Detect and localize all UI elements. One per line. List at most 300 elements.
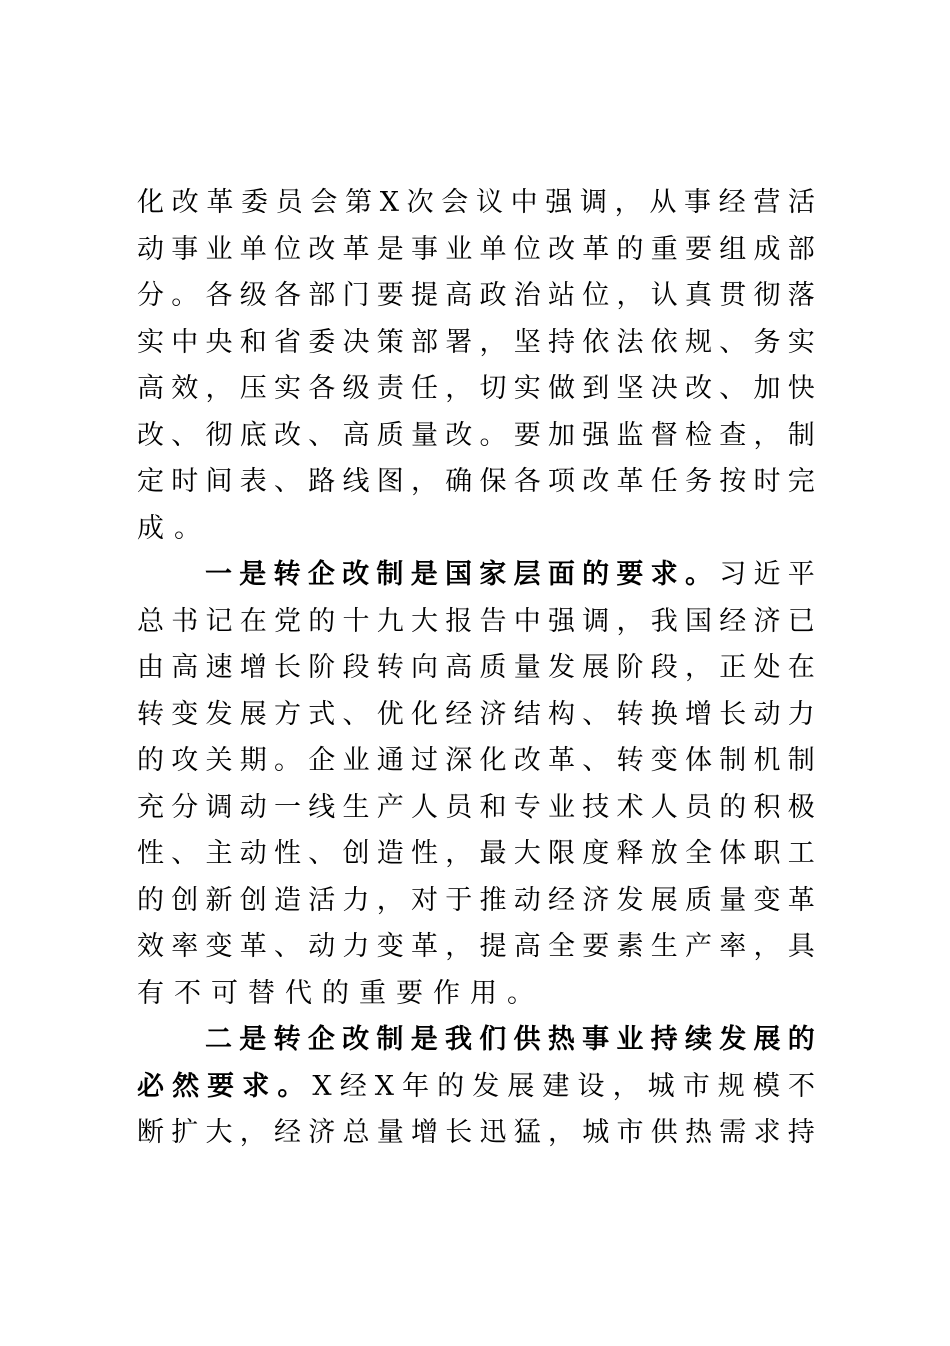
text-glyph: 代	[285, 978, 312, 1009]
text-glyph: 业	[205, 234, 233, 265]
text-glyph: 法	[616, 327, 644, 358]
bold-text-glyph: 的	[787, 1024, 815, 1055]
text-glyph: 段	[342, 652, 370, 683]
text-line	[137, 276, 815, 316]
text-glyph: 署	[445, 327, 473, 358]
text-glyph: 会	[310, 187, 338, 218]
text-glyph: 极	[787, 792, 815, 823]
text-glyph: 动	[308, 931, 336, 962]
text-glyph: ，	[376, 885, 404, 916]
text-glyph: 成	[753, 234, 781, 265]
text-glyph: 革	[616, 466, 644, 497]
text-glyph: 彻	[753, 280, 781, 311]
text-glyph: 主	[205, 838, 233, 869]
text-glyph: 性	[137, 838, 164, 869]
text-glyph: 的	[308, 606, 336, 637]
text-glyph: 重	[650, 234, 678, 265]
text-glyph: 式	[308, 699, 336, 730]
text-glyph: 生	[342, 792, 370, 823]
bold-text-glyph: 是	[410, 559, 438, 590]
text-glyph: 充	[137, 792, 164, 823]
text-glyph: 员	[685, 792, 712, 823]
text-glyph: 次	[406, 187, 434, 218]
text-glyph: 贯	[719, 280, 747, 311]
text-glyph: 率	[171, 931, 199, 962]
text-glyph: 处	[753, 652, 781, 683]
text-glyph: 。	[479, 420, 507, 451]
text-glyph: 作	[433, 978, 460, 1009]
text-glyph: ，	[445, 373, 473, 404]
text-glyph: 关	[205, 745, 233, 776]
bold-text-glyph: 转	[273, 1024, 301, 1055]
text-glyph: 中	[171, 327, 199, 358]
bold-text-glyph: 是	[410, 1024, 438, 1055]
text-glyph: X	[374, 1071, 395, 1102]
text-glyph: 已	[787, 606, 815, 637]
bold-text-glyph: 我	[444, 1024, 472, 1055]
text-glyph: 线	[342, 466, 370, 497]
text-glyph: 的	[719, 792, 747, 823]
text-glyph: 切	[479, 373, 507, 404]
text-glyph: 革	[548, 745, 575, 776]
text-glyph: 成	[137, 513, 164, 544]
text-glyph: 期	[239, 745, 267, 776]
bold-text-glyph: 制	[376, 1024, 404, 1055]
text-glyph: 确	[445, 466, 473, 497]
text-glyph: ，	[239, 1117, 267, 1148]
text-glyph: X	[312, 1071, 332, 1102]
text-glyph: 位	[582, 280, 610, 311]
text-glyph: 实	[513, 373, 541, 404]
text-glyph: 活	[308, 885, 336, 916]
text-glyph: 市	[616, 1117, 644, 1148]
text-glyph: 要	[582, 931, 610, 962]
text-glyph: 革	[582, 234, 610, 265]
text-glyph: 化	[479, 745, 507, 776]
text-line	[137, 695, 815, 735]
text-glyph: 攻	[171, 745, 199, 776]
text-glyph: 监	[616, 420, 644, 451]
text-glyph: 认	[650, 280, 678, 311]
text-glyph: 落	[787, 280, 815, 311]
text-glyph: 质	[376, 420, 404, 451]
text-glyph: 会	[441, 187, 469, 218]
bold-text-glyph: 家	[479, 559, 507, 590]
text-glyph: 深	[445, 745, 473, 776]
text-glyph: 务	[685, 466, 712, 497]
text-glyph: 九	[376, 606, 404, 637]
text-glyph: 改	[513, 745, 541, 776]
text-glyph: 、	[308, 838, 336, 869]
text-glyph: 转	[616, 745, 644, 776]
text-glyph: 段	[650, 652, 678, 683]
text-glyph: 力	[342, 931, 370, 962]
text-glyph: 造	[376, 838, 404, 869]
bold-text-glyph: 的	[582, 559, 610, 590]
text-glyph: 断	[137, 1117, 164, 1148]
bold-text-glyph: 续	[684, 1024, 712, 1055]
text-glyph: 替	[248, 978, 275, 1009]
text-line	[137, 741, 815, 781]
text-glyph: 动	[137, 234, 164, 265]
text-glyph: 一	[274, 792, 301, 823]
text-glyph: 变	[376, 931, 404, 962]
text-line	[137, 230, 815, 270]
text-glyph: 需	[719, 1117, 747, 1148]
text-glyph: 量	[719, 885, 747, 916]
text-glyph: 、	[719, 327, 747, 358]
text-glyph: 大	[513, 838, 541, 869]
text-glyph: 路	[308, 466, 336, 497]
text-glyph: 力	[787, 699, 815, 730]
text-glyph: 决	[650, 373, 678, 404]
text-glyph: 由	[137, 652, 164, 683]
text-glyph: 市	[682, 1071, 710, 1102]
text-glyph: 增	[239, 652, 267, 683]
text-glyph: 发	[205, 699, 233, 730]
text-line	[137, 369, 815, 409]
text-glyph: 项	[548, 466, 575, 497]
text-glyph: 济	[582, 885, 610, 916]
text-glyph: 限	[548, 838, 575, 869]
text-glyph: 级	[342, 373, 370, 404]
text-glyph: 用	[470, 978, 497, 1009]
text-glyph: 第	[345, 187, 373, 218]
text-glyph: ，	[685, 652, 712, 683]
bold-text-glyph: 热	[547, 1024, 575, 1055]
text-glyph: 分	[171, 792, 199, 823]
text-glyph: ，	[616, 606, 644, 637]
text-glyph: 量	[376, 1117, 404, 1148]
text-glyph: 长	[719, 699, 747, 730]
text-glyph: 制	[787, 745, 815, 776]
bold-text-glyph: 是	[239, 559, 267, 590]
text-glyph: 党	[274, 606, 301, 637]
text-glyph: 正	[719, 652, 747, 683]
text-glyph: 经	[718, 187, 746, 218]
text-glyph: 猛	[513, 1117, 541, 1148]
text-glyph: 事	[411, 234, 438, 265]
text-glyph: 查	[719, 420, 747, 451]
text-glyph: 释	[616, 838, 644, 869]
text-glyph: 委	[241, 187, 269, 218]
text-glyph: 持	[787, 1117, 815, 1148]
text-glyph: 坚	[513, 327, 541, 358]
text-glyph: 通	[376, 745, 404, 776]
text-line	[137, 1113, 815, 1153]
text-glyph: 部	[787, 234, 815, 265]
text-glyph: 设	[577, 1071, 605, 1102]
text-glyph: 员	[275, 187, 303, 218]
bold-text-glyph: 要	[616, 559, 644, 590]
text-glyph: 到	[582, 373, 610, 404]
text-glyph: 化	[411, 699, 438, 730]
text-glyph: 创	[342, 838, 370, 869]
text-glyph: 革	[787, 885, 815, 916]
text-glyph: 构	[548, 699, 575, 730]
text-line	[137, 927, 815, 967]
text-glyph: 定	[137, 466, 164, 497]
text-glyph: 率	[719, 931, 747, 962]
text-glyph: 制	[787, 420, 815, 451]
text-glyph: 结	[513, 699, 541, 730]
text-glyph: 是	[376, 234, 404, 265]
text-glyph: 位	[274, 234, 301, 265]
text-glyph: 的	[137, 745, 164, 776]
text-glyph: 不	[174, 978, 201, 1009]
text-glyph: 调	[205, 792, 233, 823]
text-glyph: 革	[206, 187, 234, 218]
text-glyph: 完	[787, 466, 815, 497]
text-glyph: 在	[787, 652, 815, 683]
text-glyph: 体	[719, 838, 747, 869]
text-glyph: 线	[308, 792, 336, 823]
text-glyph: 最	[479, 838, 507, 869]
bold-text-glyph: 二	[205, 1024, 232, 1055]
text-glyph: 、	[582, 699, 610, 730]
text-glyph: 国	[685, 606, 712, 637]
text-glyph: 迅	[479, 1117, 507, 1148]
text-glyph: 效	[171, 373, 199, 404]
text-glyph: 积	[753, 792, 781, 823]
bold-text-glyph: 企	[307, 559, 335, 590]
bold-text-glyph: 求	[242, 1071, 270, 1102]
text-glyph: 保	[479, 466, 507, 497]
text-glyph: 高	[137, 373, 164, 404]
text-glyph: 创	[171, 885, 199, 916]
text-glyph: 从	[649, 187, 677, 218]
text-glyph: 总	[342, 1117, 370, 1148]
text-glyph: 方	[274, 699, 301, 730]
text-glyph: 活	[788, 187, 815, 218]
text-glyph: 质	[685, 885, 712, 916]
text-glyph: 改	[274, 420, 301, 451]
text-glyph: 城	[582, 1117, 610, 1148]
text-glyph: 改	[445, 420, 473, 451]
text-glyph: 改	[582, 466, 610, 497]
text-line	[137, 323, 815, 363]
text-glyph: 济	[479, 699, 507, 730]
text-glyph: 分	[137, 280, 164, 311]
text-glyph: 热	[685, 1117, 712, 1148]
text-glyph: 发	[548, 652, 575, 683]
text-glyph: 、	[582, 745, 610, 776]
text-glyph: 全	[548, 931, 575, 962]
text-glyph: 强	[548, 606, 575, 637]
text-glyph: 推	[479, 885, 507, 916]
text-glyph: 政	[479, 280, 507, 311]
text-glyph: 转	[137, 699, 164, 730]
bold-text-glyph: 们	[479, 1024, 507, 1055]
text-glyph: 的	[322, 978, 349, 1009]
text-glyph: 治	[513, 280, 541, 311]
text-glyph: 各	[308, 373, 336, 404]
text-line	[137, 462, 815, 502]
text-glyph: 底	[239, 420, 267, 451]
text-glyph: 平	[787, 559, 815, 590]
bold-text-glyph: 供	[513, 1024, 541, 1055]
text-glyph: 位	[513, 234, 541, 265]
text-glyph: 近	[753, 559, 781, 590]
text-glyph: 门	[342, 280, 370, 311]
text-glyph: 委	[308, 327, 336, 358]
text-glyph: 于	[445, 885, 473, 916]
text-line	[205, 1020, 815, 1060]
text-line	[137, 834, 815, 874]
text-glyph: 十	[342, 606, 370, 637]
text-glyph: 我	[650, 606, 678, 637]
text-glyph: 和	[479, 792, 507, 823]
text-glyph: 制	[719, 745, 747, 776]
text-glyph: 。	[171, 280, 199, 311]
text-glyph: 提	[411, 280, 438, 311]
text-glyph: 大	[205, 1117, 233, 1148]
bold-text-glyph: 业	[616, 1024, 644, 1055]
text-glyph: 的	[616, 234, 644, 265]
text-glyph: ，	[479, 327, 507, 358]
text-glyph: 中	[510, 187, 538, 218]
bold-text-glyph: 求	[650, 559, 678, 590]
text-glyph: 各	[274, 280, 301, 311]
text-glyph: 变	[753, 885, 781, 916]
text-glyph: 技	[582, 792, 610, 823]
text-glyph: 经	[719, 606, 747, 637]
text-glyph: 书	[171, 606, 199, 637]
text-glyph: 员	[445, 792, 473, 823]
text-glyph: 产	[376, 792, 404, 823]
text-glyph: 重	[359, 978, 386, 1009]
text-glyph: 决	[342, 327, 370, 358]
text-glyph: 对	[411, 885, 438, 916]
text-line	[137, 602, 815, 642]
text-glyph: 真	[685, 280, 712, 311]
text-glyph: 强	[545, 187, 573, 218]
text-glyph: ，	[445, 931, 473, 962]
text-glyph: 的	[437, 1071, 465, 1102]
text-glyph: 。	[274, 745, 301, 776]
text-glyph: 展	[507, 1071, 535, 1102]
bold-text-glyph: 层	[513, 559, 541, 590]
text-glyph: 素	[616, 931, 644, 962]
text-glyph: 省	[274, 327, 301, 358]
text-glyph: 要	[685, 234, 712, 265]
text-glyph: 速	[205, 652, 233, 683]
text-glyph: 实	[274, 373, 301, 404]
text-glyph: 生	[650, 931, 678, 962]
text-glyph: 各	[205, 280, 233, 311]
text-glyph: ，	[753, 420, 781, 451]
bold-text-glyph: 制	[376, 559, 404, 590]
text-glyph: ，	[612, 1071, 640, 1102]
bold-text-glyph: 事	[582, 1024, 610, 1055]
text-glyph: 转	[376, 652, 404, 683]
bold-text-glyph: 一	[205, 559, 232, 590]
text-glyph: 创	[239, 885, 267, 916]
text-glyph: 督	[650, 420, 678, 451]
text-glyph: 、	[342, 699, 370, 730]
text-glyph: ，	[411, 466, 438, 497]
bold-text-glyph: 持	[650, 1024, 678, 1055]
text-glyph: 检	[685, 420, 712, 451]
text-glyph: 发	[616, 885, 644, 916]
text-line	[137, 183, 815, 223]
text-glyph: ，	[445, 838, 473, 869]
text-glyph: 具	[787, 931, 815, 962]
text-glyph: 营	[753, 187, 781, 218]
text-line	[137, 1067, 815, 1107]
text-glyph: 央	[205, 327, 233, 358]
text-glyph: 事	[683, 187, 711, 218]
text-glyph: 任	[411, 373, 438, 404]
text-glyph: 时	[753, 466, 781, 497]
bold-text-glyph: 国	[444, 559, 472, 590]
text-glyph: 扩	[171, 1117, 199, 1148]
text-glyph: X	[379, 187, 399, 218]
text-glyph: 务	[753, 327, 781, 358]
text-glyph: 中	[513, 606, 541, 637]
text-glyph: 总	[137, 606, 164, 637]
text-line	[137, 788, 815, 828]
bold-text-glyph: 必	[137, 1071, 164, 1102]
text-glyph: 革	[411, 931, 438, 962]
text-glyph: 革	[239, 931, 267, 962]
text-glyph: 济	[753, 606, 781, 637]
text-glyph: 动	[513, 885, 541, 916]
text-line	[205, 555, 815, 595]
text-glyph: 、	[171, 838, 199, 869]
text-glyph: 持	[548, 327, 575, 358]
text-glyph: 人	[411, 792, 438, 823]
text-glyph: 全	[685, 838, 712, 869]
text-line	[137, 416, 815, 456]
text-glyph: 转	[616, 699, 644, 730]
text-glyph: ，	[753, 931, 781, 962]
bold-text-glyph: 。	[684, 559, 712, 590]
text-glyph: 事	[171, 234, 199, 265]
text-line	[137, 648, 815, 688]
text-glyph: 单	[239, 234, 267, 265]
text-glyph: 依	[582, 327, 610, 358]
text-glyph: 经	[548, 885, 575, 916]
text-glyph: 展	[239, 699, 267, 730]
text-glyph: 和	[239, 327, 267, 358]
text-glyph: 换	[650, 699, 678, 730]
text-glyph: 高	[445, 280, 473, 311]
text-glyph: 产	[685, 931, 712, 962]
text-glyph: 改	[171, 187, 199, 218]
text-glyph: ，	[614, 187, 642, 218]
text-glyph: 展	[650, 885, 678, 916]
bold-text-glyph: 展	[753, 1024, 781, 1055]
text-glyph: 求	[753, 1117, 781, 1148]
text-glyph: 经	[339, 1071, 367, 1102]
text-glyph: 力	[342, 885, 370, 916]
text-glyph: 改	[308, 234, 336, 265]
text-glyph: 加	[548, 420, 575, 451]
text-glyph: 供	[650, 1117, 678, 1148]
text-glyph: 组	[719, 234, 747, 265]
bold-text-glyph: 要	[207, 1071, 235, 1102]
text-glyph: 术	[616, 792, 644, 823]
text-glyph: 告	[479, 606, 507, 637]
bold-text-glyph: 。	[277, 1071, 305, 1102]
text-glyph: 机	[753, 745, 781, 776]
text-glyph: 按	[719, 466, 747, 497]
text-glyph: 部	[411, 327, 438, 358]
text-glyph: 责	[376, 373, 404, 404]
text-glyph: 提	[479, 931, 507, 962]
text-glyph: 实	[787, 327, 815, 358]
